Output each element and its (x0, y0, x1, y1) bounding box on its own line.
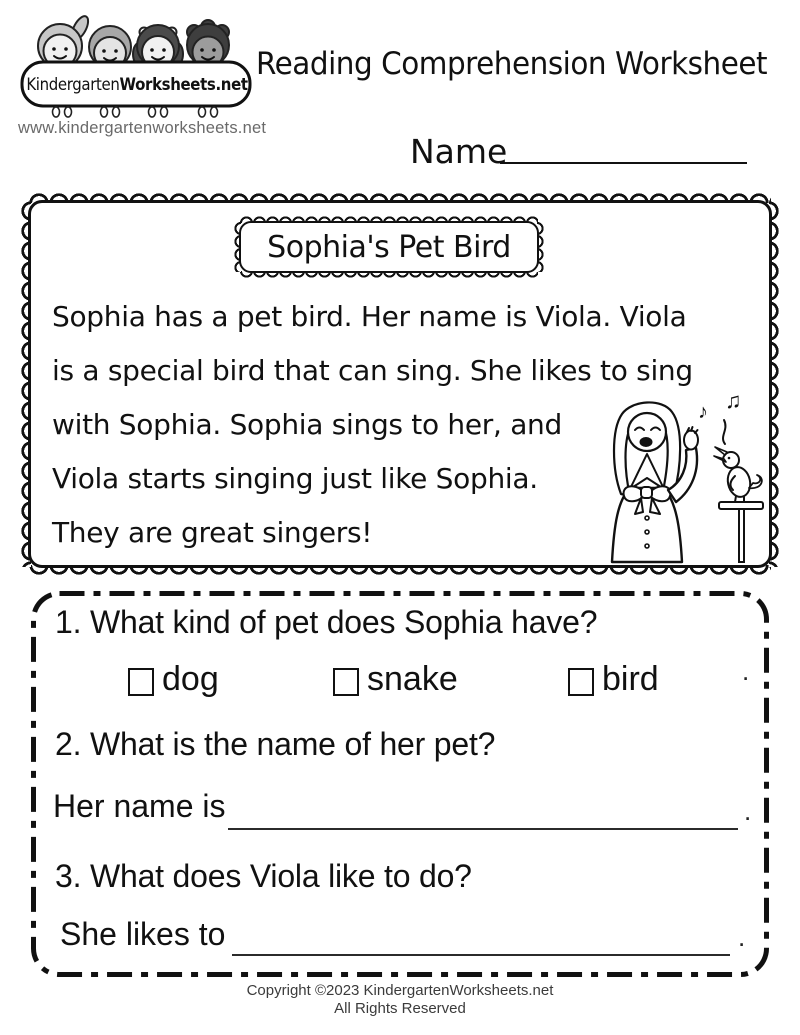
story-line: is a special bird that can sing. She likes to sing (52, 354, 693, 387)
logo-wordmark (26, 67, 248, 103)
answer-prompt-3: She likes to (60, 916, 226, 952)
story-title: Sophia's Pet Bird (239, 221, 539, 273)
question-2: 2. What is the name of her pet? (55, 726, 496, 762)
option-label-bird: bird (602, 660, 659, 698)
sentence-period: . (744, 796, 752, 826)
girl-and-bird-illustration (588, 390, 768, 568)
checkbox-bird[interactable] (568, 668, 594, 696)
footer-rights: All Rights Reserved (334, 1000, 466, 1017)
option-label-dog: dog (162, 660, 219, 698)
story-line: Sophia has a pet bird. Her name is Viola. Viola (52, 300, 687, 333)
story-line: They are great singers! (52, 516, 373, 549)
logo-brand-bold: Worksheets.net (119, 75, 248, 95)
answer-blank-3[interactable] (232, 954, 730, 956)
name-label: Name (410, 132, 508, 171)
sentence-period: . (738, 922, 746, 952)
checkbox-dog[interactable] (128, 668, 154, 696)
logo-url: www.kindergartenworksheets.net (18, 119, 267, 137)
questions-box (30, 590, 770, 978)
logo-brand-regular: Kindergarten (26, 75, 120, 95)
music-note-icon: ♪ (698, 401, 708, 423)
answer-blank-2[interactable] (228, 828, 738, 830)
footer-copyright: Copyright ©2023 KindergartenWorksheets.net (246, 982, 554, 999)
name-blank-line[interactable] (500, 162, 747, 164)
music-note-icon: ♫ (725, 390, 742, 413)
answer-prompt-2: Her name is (53, 788, 226, 824)
story-line: with Sophia. Sophia sings to her, and (52, 408, 562, 441)
question-1: 1. What kind of pet does Sophia have? (55, 604, 598, 640)
story-line: Viola starts singing just like Sophia. (52, 462, 538, 495)
question-3: 3. What does Viola like to do? (55, 858, 472, 894)
checkbox-snake[interactable] (333, 668, 359, 696)
story-box (18, 190, 782, 578)
sentence-period: . (742, 656, 750, 686)
option-label-snake: snake (367, 660, 458, 698)
footer (0, 982, 800, 1018)
page-title: Reading Comprehension Worksheet (256, 46, 768, 82)
story-title-box (232, 214, 546, 280)
